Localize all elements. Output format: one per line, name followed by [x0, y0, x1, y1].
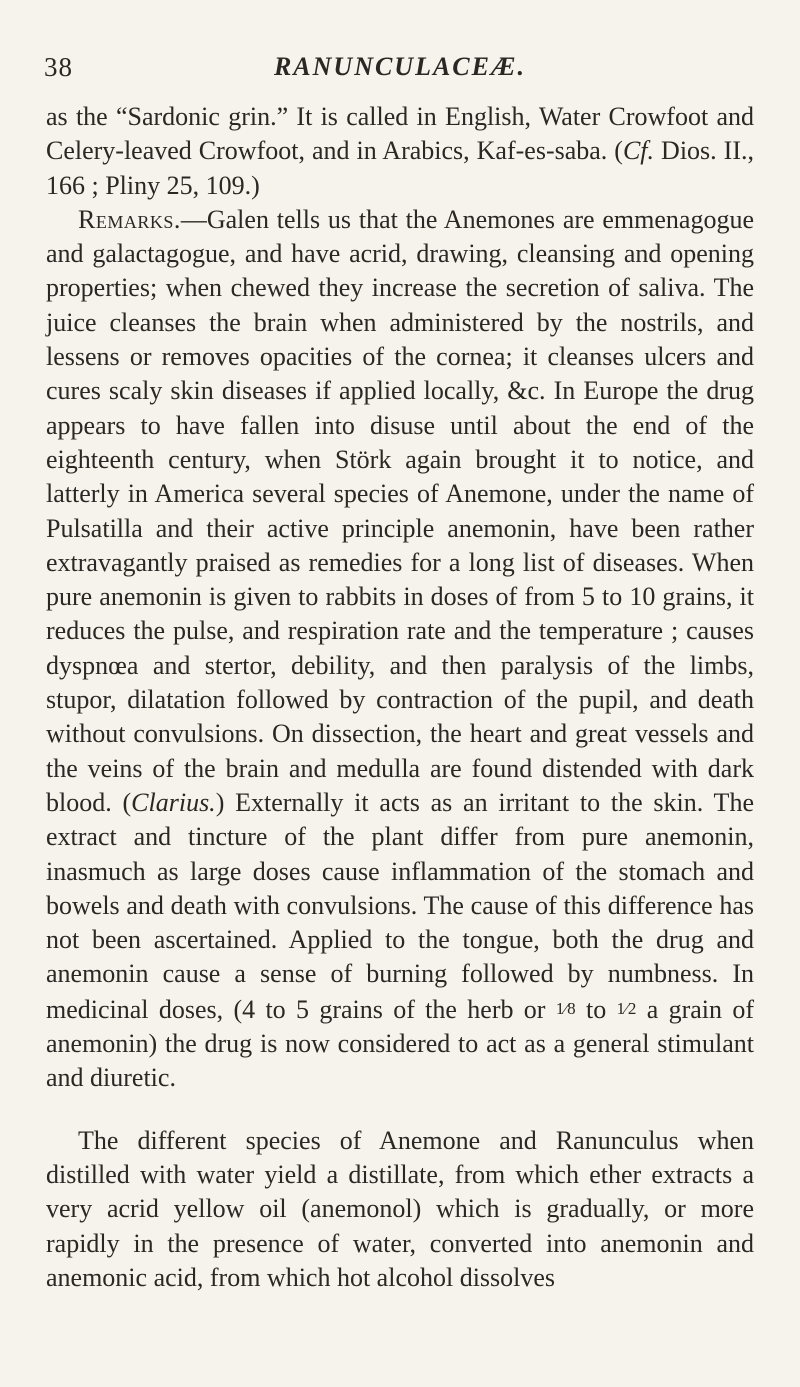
paragraph-2-text-b: ) Externally it acts as an irritant to the skin. The extract and tincture of the plant differ from pure anemonin, inasmuch as large doses cause inflammation of the stomach and bowels and death with convulsions. The cause of this difference has not been ascertained. Applied to the tongue, both the drug and anemonin cause a sense of burning followed by numbness. In medicinal doses, (4 to 5 grains of the herb or	[46, 787, 754, 1024]
remarks-heading: Remarks.	[78, 204, 181, 234]
paragraph-gap	[46, 1096, 754, 1124]
page-number: 38	[44, 52, 73, 82]
paragraph-1-text-b: Dios. II., 166 ; Pliny 25, 109.)	[46, 136, 754, 200]
paragraph-2-text-a: —Galen tells us that the Anemones are emmenagogue and galactagogue, and have acrid, drawing, cleansing and opening properties; when chewed they increase the secretion of saliva. The juice cleanses the brain when administered by the nostrils, and lessens or removes opacities of the cornea; it cleanses ulcers and cures scaly skin diseases if applied locally, &c. In Europe the drug appears to have fallen into disuse until about the end of the eighteenth century, when Störk again brought it to notice, and latterly in America several species of Anemone, under the name of Pulsatilla and their active principle anemonin, have been rather extravagantly praised as remedies for a long list of diseases. When pure anemonin is given to rabbits in doses of from 5 to 10 grains, it reduces the pulse, and respiration rate and the temperature ; causes dyspnœa and stertor, debility, and then paralysis of the limbs, stupor, dilatation followed by contraction of the pupil, and death without convulsions. On dissection, the heart and great vessels and the veins of the brain and medulla are found distended with dark blood. (	[46, 204, 754, 817]
running-head	[40, 52, 760, 92]
body-text	[46, 100, 754, 1295]
paragraph-distillation: The different species of Anemone and Ranunculus when distilled with water yield a distillate, from which ether extracts a very acrid yellow oil (anemonol) which is gradually, or more rapidly in the presence of water, converted into anemonin and anemonic acid, from which hot alcohol dissolves	[46, 1125, 754, 1292]
cf-abbreviation: Cf.	[622, 136, 655, 166]
paragraph-1-text-a: as the “Sardonic grin.” It is called in English, Water Crowfoot and Celery-leaved Crowfoot, and in Arabics, Kaf-es-saba. (	[46, 102, 754, 166]
paragraph-remarks	[46, 203, 754, 1096]
paragraph-continuation	[46, 100, 754, 203]
fraction-one-half: 1⁄2	[616, 998, 637, 1018]
clarius-citation: Clarius.	[131, 787, 216, 817]
paragraph-2-text-d: a grain of anemonin) the drug is now considered to act as a general stimulant and diuretic.	[46, 994, 754, 1093]
fraction-one-eighth: 1⁄8	[555, 998, 576, 1018]
running-title: RANUNCULACEÆ.	[273, 52, 527, 81]
paragraph-2-text-c: to	[575, 994, 617, 1024]
